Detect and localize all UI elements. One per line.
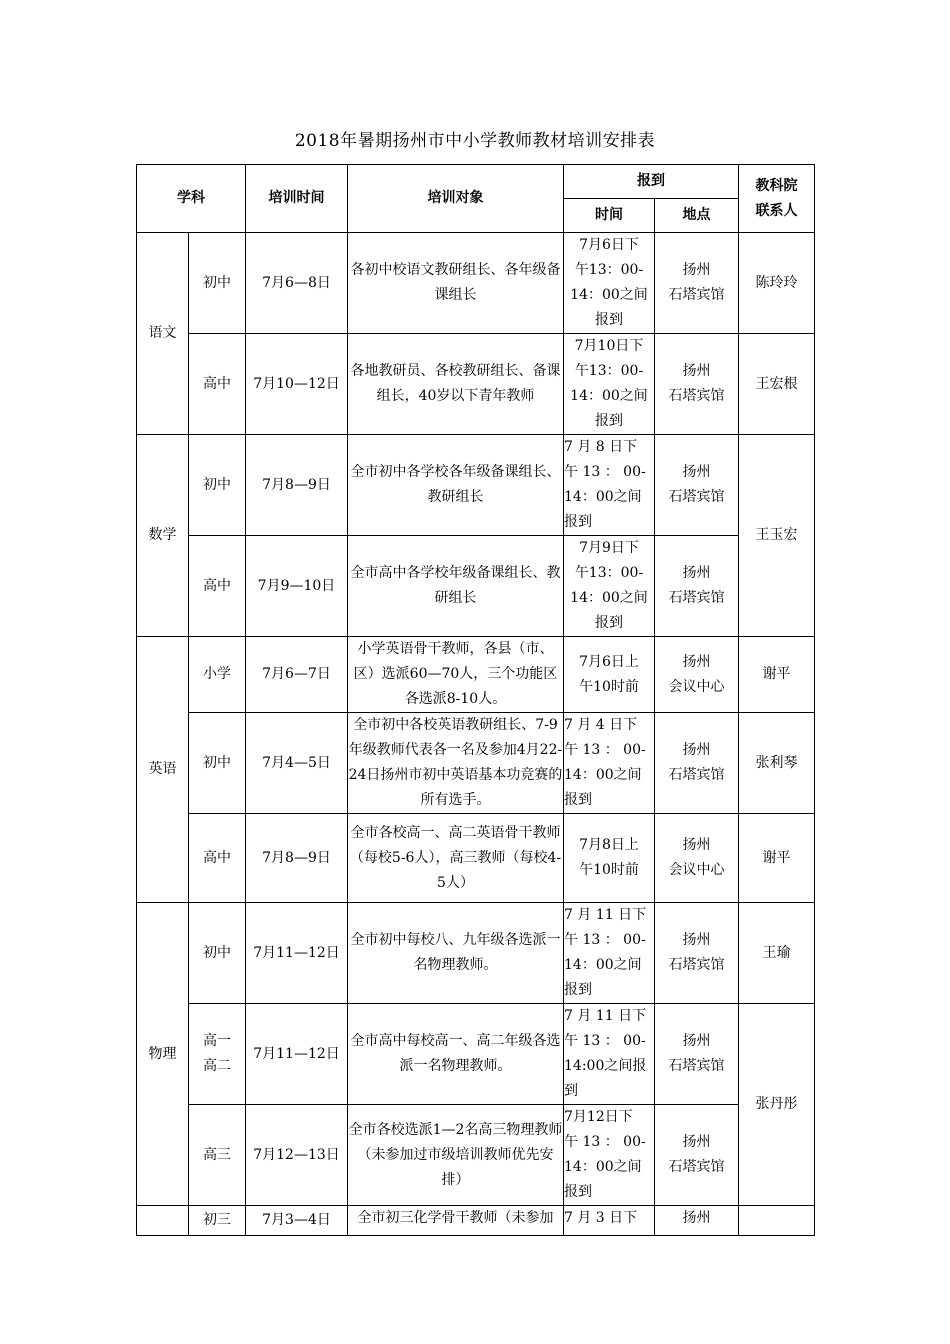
report-time-line: 7月9日下 [579,540,639,556]
dates-cell: 7月8—9日 [246,435,348,536]
contact-cell: 谢平 [739,637,815,713]
report-time-line: 7 月 4 日下 [564,717,638,733]
report-time-cell [564,233,655,334]
target-cell: 全市高中每校高一、高二年级各选派一名物理教师。 [348,1004,564,1105]
contact-cell: 陈玲玲 [739,233,815,334]
report-time-line: 7月10日下 [574,338,644,354]
dates-cell: 7月3—4日 [246,1206,348,1236]
location-cell: 扬州 [655,1206,739,1236]
report-time-line: 14：00之间 [570,287,648,303]
report-time-line: 7 月 11 日下 [564,1008,647,1024]
header-contact [739,165,815,233]
report-time-cell [564,1105,655,1206]
dates-cell: 7月12—13日 [246,1105,348,1206]
target-cell: 全市初三化学骨干教师（未参加 [348,1206,564,1236]
subject-cell: 英语 [137,637,189,903]
report-time-line: 到 [564,1083,578,1099]
dates-cell: 7月9—10日 [246,536,348,637]
contact-cell: 王瑜 [739,903,815,1004]
location-line: 扬州 [682,837,711,853]
report-time-cell [564,1004,655,1105]
level-cell: 高中 [189,814,246,903]
target-cell: 小学英语骨干教师，各县（市、区）选派60—70人，三个功能区各选派8-10人。 [348,637,564,713]
report-time-line: 报到 [564,792,592,808]
table-row [137,536,815,637]
level-line: 高二 [203,1058,231,1074]
dates-cell: 7月8—9日 [246,814,348,903]
dates-cell: 7月4—5日 [246,713,348,814]
dates-cell: 7月6—7日 [246,637,348,713]
level-cell: 高中 [189,334,246,435]
table-row [137,713,815,814]
location-line: 石塔宾馆 [668,590,725,606]
table-row [137,435,815,536]
location-cell [655,713,739,814]
report-time-line: 14：00之间 [564,489,642,505]
report-time-line: 午 13 ： 00- [564,932,646,948]
location-cell [655,536,739,637]
location-line: 扬州 [682,1033,711,1049]
dates-cell: 7月10—12日 [246,334,348,435]
level-cell: 高中 [189,536,246,637]
location-line: 石塔宾馆 [668,767,725,783]
target-cell: 全市初中各校英语教研组长、7-9年级教师代表各一名及参加4月22-24日扬州市初中英语基本功竞赛的所有选手。 [348,713,564,814]
table-row [137,334,815,435]
location-cell [655,233,739,334]
header-location: 地点 [655,199,739,233]
target-cell: 全市各校选派1—2名高三物理教师（未参加过市级培训教师优先安排） [348,1105,564,1206]
report-time-cell: 7 月 3 日下 [564,1206,655,1236]
level-cell: 初中 [189,903,246,1004]
report-time-line: 午13：00- [574,262,644,278]
report-time-line: 午13：00- [574,363,644,379]
location-line: 扬州 [682,932,711,948]
report-time-cell [564,903,655,1004]
dates-cell: 7月6—8日 [246,233,348,334]
training-schedule-table [136,164,815,1236]
location-cell [655,435,739,536]
table-row [137,903,815,1004]
report-time-cell [564,536,655,637]
location-line: 石塔宾馆 [668,1058,725,1074]
page-title: 2018年暑期扬州市中小学教师教材培训安排表 [294,131,656,151]
table-row [137,233,815,334]
report-time-line: 报到 [564,982,592,998]
report-time-line: 午 13 ： 00- [564,1033,646,1049]
report-time-line: 报到 [564,514,592,530]
header-target: 培训对象 [348,165,564,233]
location-line: 石塔宾馆 [668,1159,725,1175]
target-cell: 全市初中每校八、九年级各选派一名物理教师。 [348,903,564,1004]
report-time-line: 报到 [595,312,623,328]
report-time-line: 报到 [595,413,623,429]
header-contact-line1: 教科院 [755,177,798,194]
report-time-line: 14：00之间 [570,388,648,404]
location-line: 扬州 [682,363,711,379]
level-cell: 初中 [189,435,246,536]
header-subject: 学科 [137,165,246,233]
report-time-cell [564,713,655,814]
report-time-line: 7月6日上 [579,653,639,670]
header-report: 报到 [564,165,739,199]
report-time-line: 7 月 8 日下 [564,439,638,455]
report-time-line: 14：00之间 [564,1159,642,1175]
report-time-line: 午10时前 [579,678,639,695]
report-time-line: 午 13 ： 00- [564,742,646,758]
location-cell [655,1004,739,1105]
level-cell: 初三 [189,1206,246,1236]
table-row [137,1105,815,1206]
report-time-line: 午13：00- [574,565,644,581]
report-time-cell [564,814,655,903]
location-line: 会议中心 [668,678,725,695]
location-cell [655,903,739,1004]
dates-cell: 7月11—12日 [246,1004,348,1105]
subject-cell [137,1206,189,1236]
location-line: 会议中心 [668,862,725,878]
location-line: 扬州 [682,653,711,670]
location-line: 扬州 [682,464,711,480]
report-time-line: 报到 [564,1184,592,1200]
report-time-line: 7月6日下 [579,237,639,253]
report-time-line: 7月12日下 [564,1109,633,1125]
report-time-line: 午 13 ： 00- [564,1134,646,1150]
location-line: 扬州 [682,262,711,278]
location-line: 石塔宾馆 [668,957,725,973]
report-time-line: 14：00之间 [564,957,642,973]
target-cell: 全市初中各学校各年级备课组长、教研组长 [348,435,564,536]
report-time-line: 7月8日上 [579,837,639,853]
location-line: 石塔宾馆 [668,287,725,303]
report-time-line: 报到 [595,615,623,631]
table-row [137,637,815,713]
subject-cell: 数学 [137,435,189,637]
table-row [137,1004,815,1105]
contact-cell: 王玉宏 [739,435,815,637]
header-training-time: 培训时间 [246,165,348,233]
subject-cell: 语文 [137,233,189,435]
header-report-time: 时间 [564,199,655,233]
level-cell: 小学 [189,637,246,713]
location-line: 石塔宾馆 [668,388,725,404]
subject-cell: 物理 [137,903,189,1206]
report-time-line: 午10时前 [579,862,639,878]
report-time-line: 7 月 11 日下 [564,907,647,923]
location-line: 扬州 [682,565,711,581]
level-cell: 高三 [189,1105,246,1206]
dates-cell: 7月11—12日 [246,903,348,1004]
location-cell [655,637,739,713]
header-contact-line2: 联系人 [755,202,798,219]
location-cell [655,1105,739,1206]
location-cell [655,814,739,903]
location-line: 石塔宾馆 [668,489,725,505]
level-cell: 初中 [189,713,246,814]
level-cell: 初中 [189,233,246,334]
report-time-cell [564,637,655,713]
level-line: 高一 [203,1033,231,1049]
contact-cell: 王宏根 [739,334,815,435]
report-time-line: 14：00之间 [570,590,648,606]
contact-cell [739,1206,815,1236]
location-line: 扬州 [682,1134,711,1150]
target-cell: 全市高中各学校年级备课组长、教研组长 [348,536,564,637]
contact-cell: 张丹彤 [739,1004,815,1206]
contact-cell: 张利琴 [739,713,815,814]
target-cell: 各地教研员、各校教研组长、备课组长，40岁以下青年教师 [348,334,564,435]
report-time-cell [564,435,655,536]
table-row [137,814,815,903]
level-cell [189,1004,246,1105]
location-line: 扬州 [682,742,711,758]
target-cell: 各初中校语文教研组长、各年级备课组长 [348,233,564,334]
report-time-line: 午 13 ： 00- [564,464,646,480]
report-time-line: 14:00之间报 [564,1058,647,1074]
location-cell [655,334,739,435]
table-row [137,1206,815,1236]
report-time-line: 14：00之间 [564,767,642,783]
contact-cell: 谢平 [739,814,815,903]
target-cell: 全市各校高一、高二英语骨干教师（每校5-6人），高三教师（每校4-5人） [348,814,564,903]
report-time-cell [564,334,655,435]
